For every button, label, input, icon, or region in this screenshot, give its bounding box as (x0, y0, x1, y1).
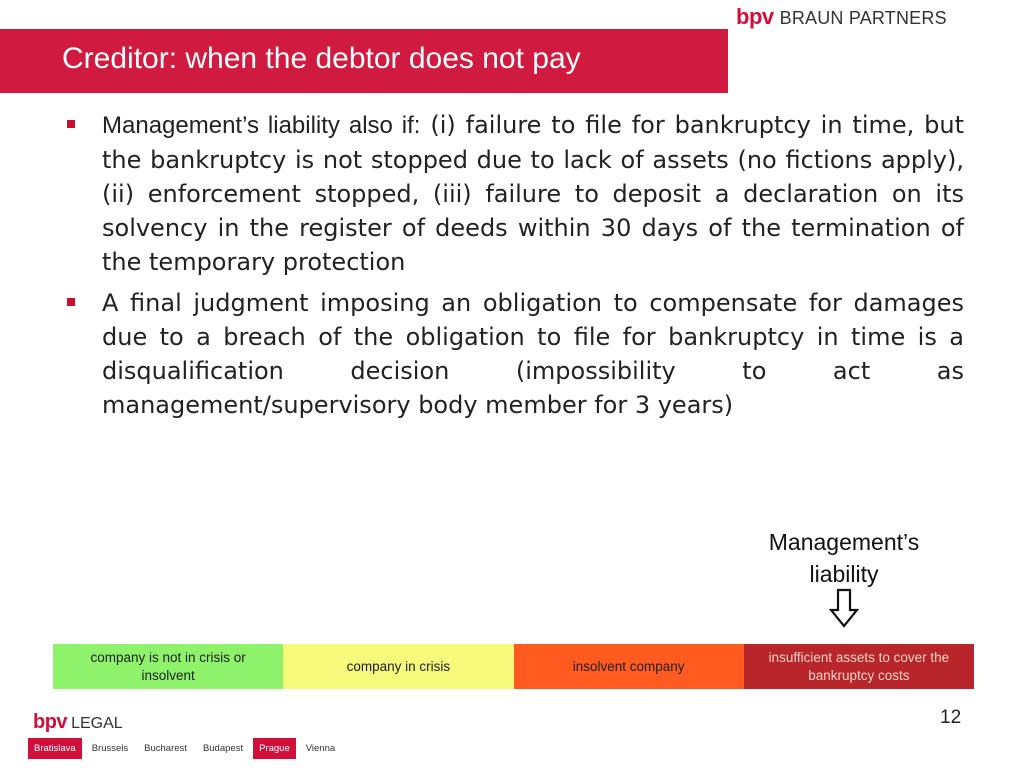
scale-segment-insufficient-assets: insufficient assets to cover the bankruptcy costs (744, 644, 974, 689)
city-brussels[interactable]: Brussels (91, 743, 129, 754)
crisis-scale (53, 644, 974, 689)
scale-segment-in-crisis: company in crisis (283, 644, 513, 689)
bullet-text: A final judgment imposing an obligation to compensate for damages due to a breach of the obligation to file for bankruptcy in time is a disqualification decision (impossibility to act as management/supervisory body member for 3 years) (102, 289, 964, 419)
bullet-item (64, 108, 964, 279)
city-bratislava[interactable]: Bratislava (28, 738, 82, 759)
bullet-square-icon (67, 120, 75, 128)
city-bucharest[interactable]: Bucharest (144, 743, 187, 754)
scale-segment-not-in-crisis: company is not in crisis or insolvent (53, 644, 283, 689)
bullet-text: (i) failure to file for bankruptcy in time, but the bankruptcy is not stopped due to lack of assets (no fictions apply), (ii) enforcement stopped, (iii) failure to deposit a declaration on its solvency in the register of deeds within 30 days of the termination of the temporary protection (102, 111, 964, 276)
title-bar (0, 29, 728, 93)
scale-segment-insolvent: insolvent company (514, 644, 744, 689)
down-arrow-icon (829, 588, 859, 628)
bullet-square-icon (67, 298, 75, 306)
note-line-2: liability (809, 561, 879, 587)
brand-name: BRAUN PARTNERS (779, 8, 947, 28)
office-cities (28, 738, 345, 759)
city-prague[interactable]: Prague (253, 738, 296, 759)
brand-mark: bpv (736, 4, 774, 29)
brand-logo (736, 4, 947, 30)
bullet-item (64, 286, 964, 422)
city-vienna[interactable]: Vienna (305, 743, 336, 754)
management-liability-note (744, 526, 944, 590)
bullet-lead: Management’s liability also if: (102, 112, 421, 139)
page-number: 12 (940, 707, 962, 728)
note-line-1: Management’s (768, 529, 920, 555)
bullet-list (64, 108, 964, 429)
footer-name: LEGAL (71, 715, 123, 732)
footer-logo (33, 711, 123, 734)
city-budapest[interactable]: Budapest (202, 743, 244, 754)
slide-title: Creditor: when the debtor does not pay (62, 42, 581, 75)
footer-mark: bpv (33, 711, 68, 733)
